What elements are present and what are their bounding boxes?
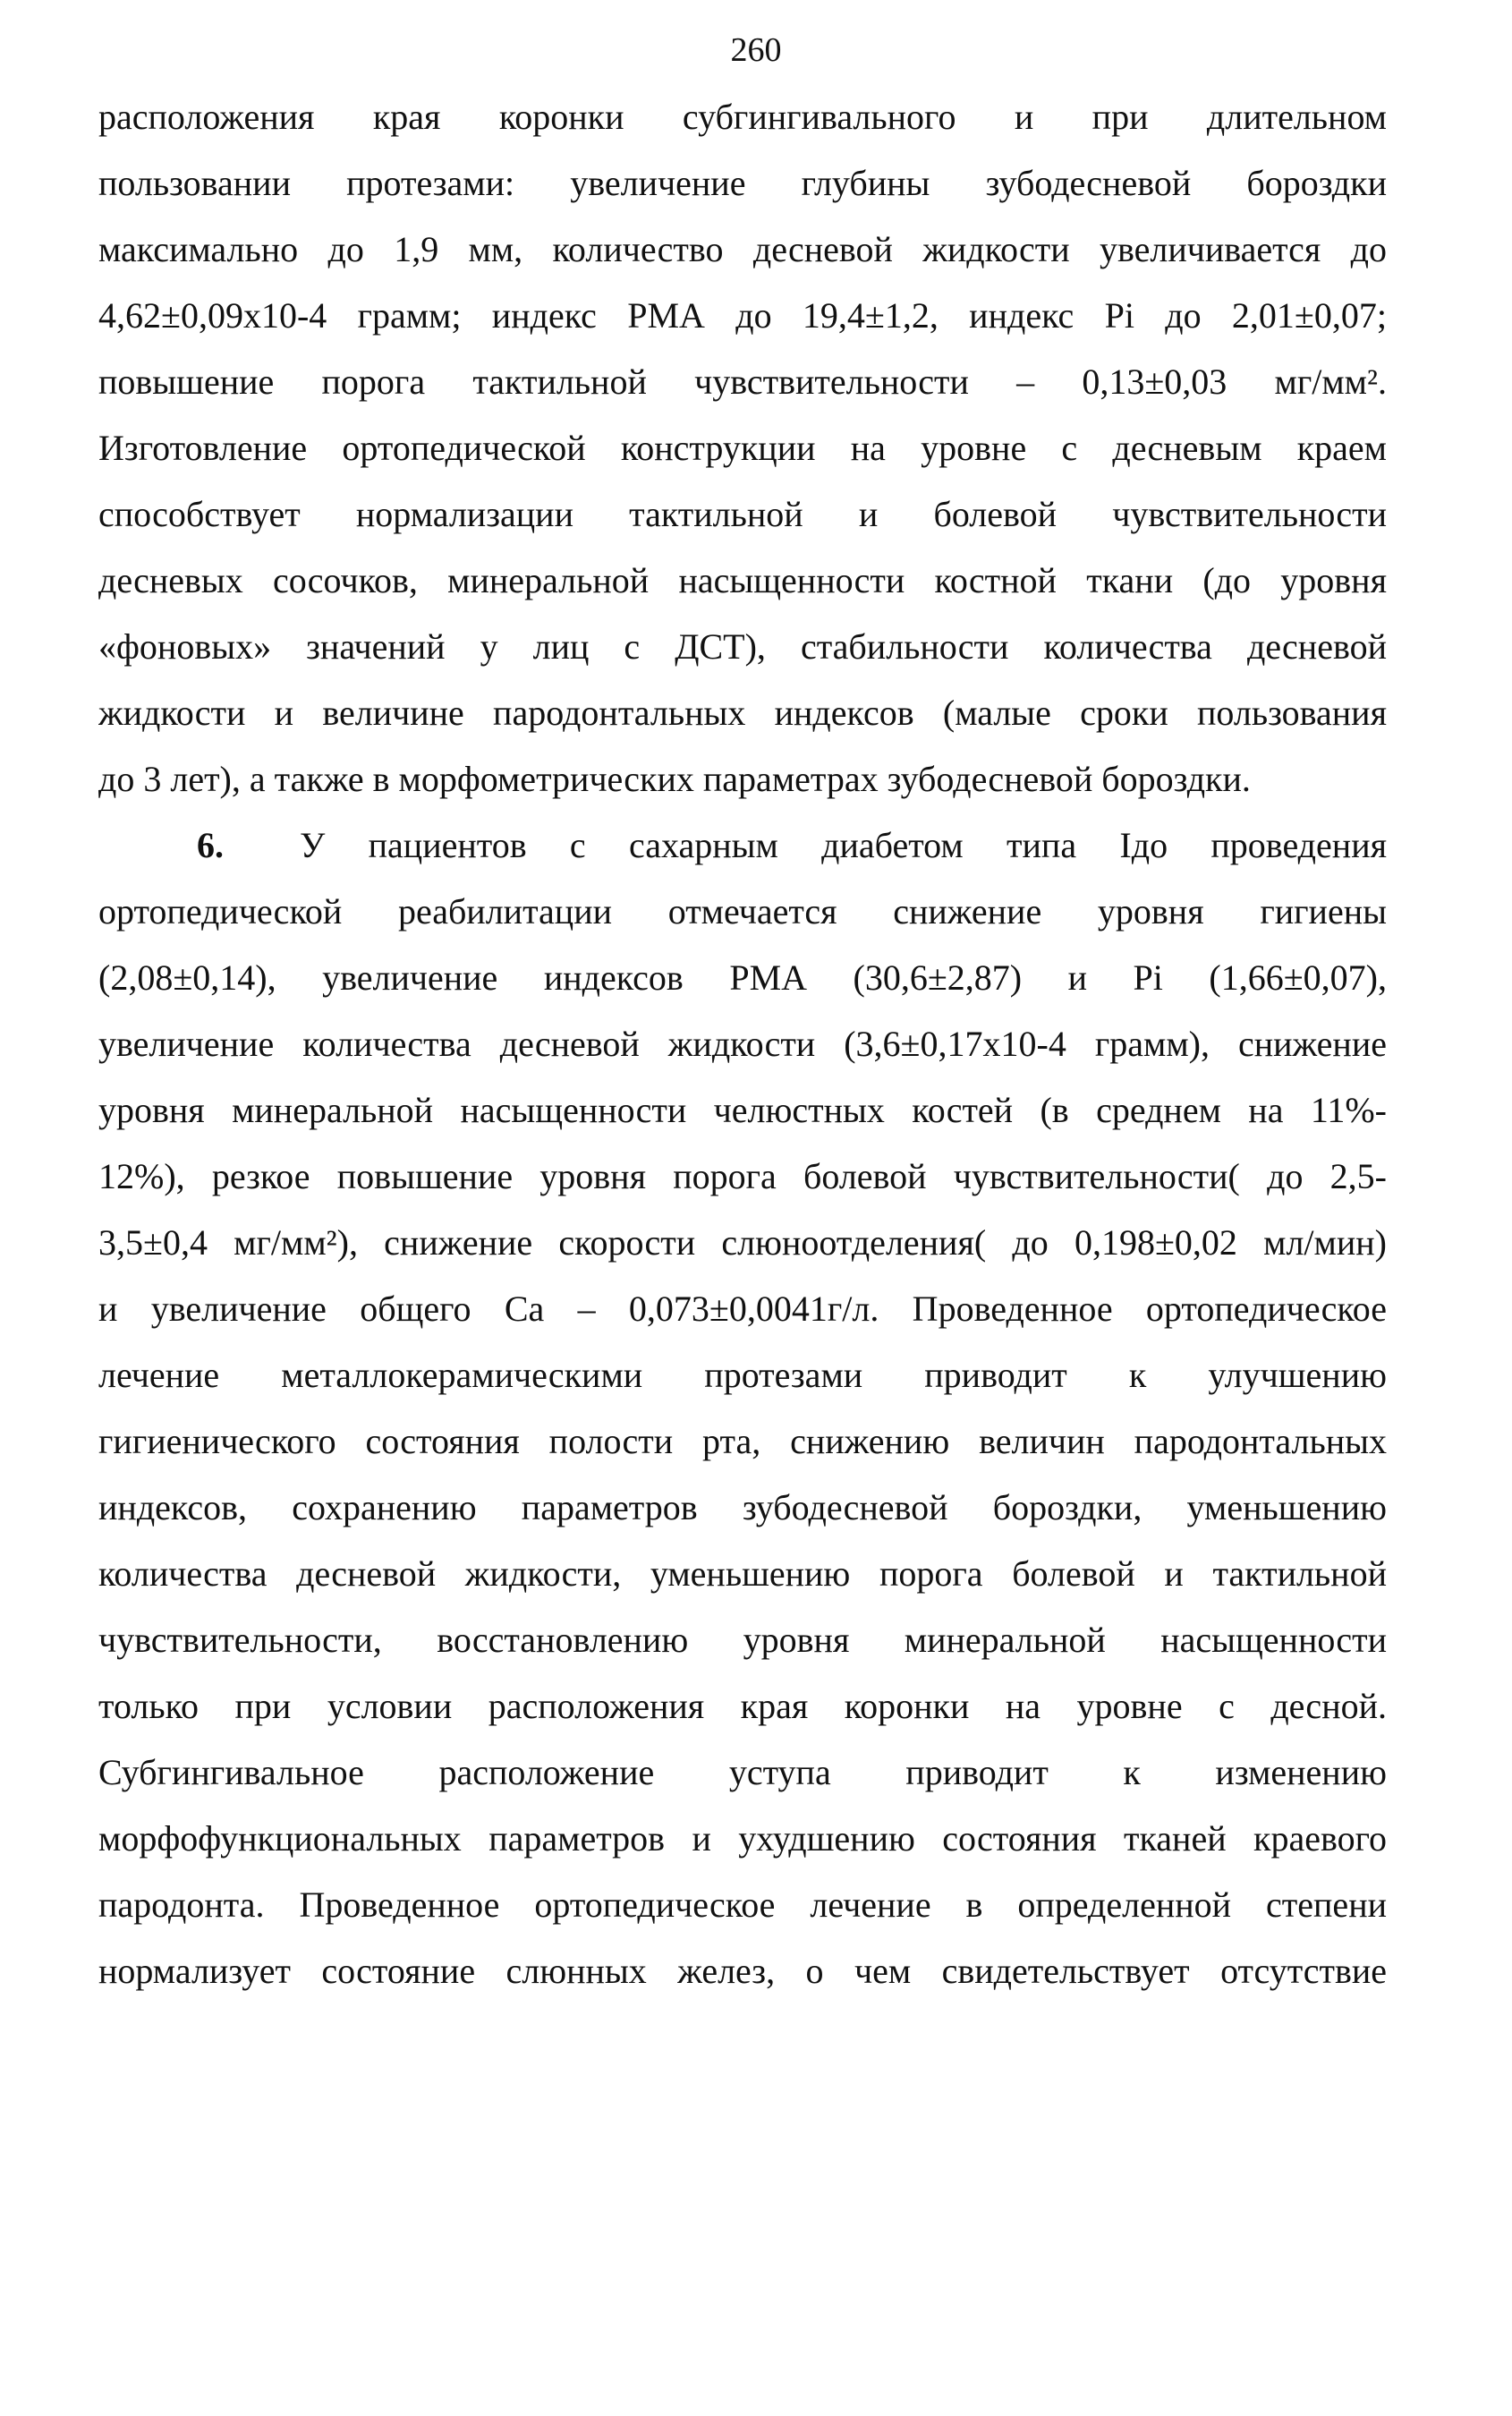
text-line: индексов, сохранению параметров зубодесневой бороздки, уменьшению: [98, 1487, 1387, 1527]
text-line: только при условии расположения края коронки на уровне с десной.: [98, 1686, 1387, 1726]
text-line: увеличение количества десневой жидкости (3,6±0,17х10-4 грамм), снижение: [98, 1024, 1387, 1064]
text-line: 12%), резкое повышение уровня порога болевой чувствительности( до 2,5-: [98, 1156, 1387, 1196]
text-line: уровня минеральной насыщенности челюстных костей (в среднем на 11%-: [98, 1090, 1387, 1130]
text-line: 4,62±0,09х10-4 грамм; индекс РМА до 19,4±1,2, индекс Pi до 2,01±0,07;: [98, 295, 1387, 336]
text-line: 3,5±0,4 мг/мм²), снижение скорости слюноотделения( до 0,198±0,02 мл/мин): [98, 1222, 1387, 1263]
text-line: десневых сосочков, минеральной насыщенности костной ткани (до уровня: [98, 560, 1387, 600]
text-line: Изготовление ортопедической конструкции на уровне с десневым краем: [98, 428, 1387, 468]
text-line: жидкости и величине пародонтальных индексов (малые сроки пользования: [98, 693, 1387, 733]
text-line: лечение металлокерамическими протезами приводит к улучшению: [98, 1355, 1387, 1395]
text-line: «фоновых» значений у лиц с ДСТ), стабильности количества десневой: [98, 626, 1387, 667]
text-line: чувствительности, восстановлению уровня минеральной насыщенности: [98, 1620, 1387, 1660]
text-line: морфофункциональных параметров и ухудшению состояния тканей краевого: [98, 1818, 1387, 1859]
page-number: 260: [730, 31, 782, 69]
text-line: Субгингивальное расположение уступа приводит к изменению: [98, 1752, 1387, 1792]
text-line: ортопедической реабилитации отмечается снижение уровня гигиены: [98, 891, 1387, 932]
text-line: и увеличение общего Са – 0,073±0,0041г/л. Проведенное ортопедическое: [98, 1289, 1387, 1329]
text-line: расположения края коронки субгингивального и при длительном: [98, 97, 1387, 137]
text-line: (2,08±0,14), увеличение индексов РМА (30,6±2,87) и Pi (1,66±0,07),: [98, 957, 1387, 998]
text-line: гигиенического состояния полости рта, снижению величин пародонтальных: [98, 1421, 1387, 1461]
text-line: количества десневой жидкости, уменьшению порога болевой и тактильной: [98, 1553, 1387, 1594]
text-line: способствует нормализации тактильной и болевой чувствительности: [98, 494, 1387, 534]
text-line: повышение порога тактильной чувствительности – 0,13±0,03 мг/мм².: [98, 362, 1387, 402]
text-line: пользовании протезами: увеличение глубины зубодесневой бороздки: [98, 163, 1387, 203]
text-line: максимально до 1,9 мм, количество десневой жидкости увеличивается до: [98, 229, 1387, 269]
text-line: пародонта. Проведенное ортопедическое лечение в определенной степени: [98, 1884, 1387, 1925]
text-line: нормализует состояние слюнных желез, о чем свидетельствует отсутствие: [98, 1951, 1387, 1991]
list-item-number: 6.: [197, 825, 224, 865]
text-line: до 3 лет), а также в морфометрических параметрах зубодесневой бороздки.: [98, 759, 1251, 799]
text-line: У пациентов с сахарным диабетом типа Iдо проведения: [300, 825, 1387, 865]
